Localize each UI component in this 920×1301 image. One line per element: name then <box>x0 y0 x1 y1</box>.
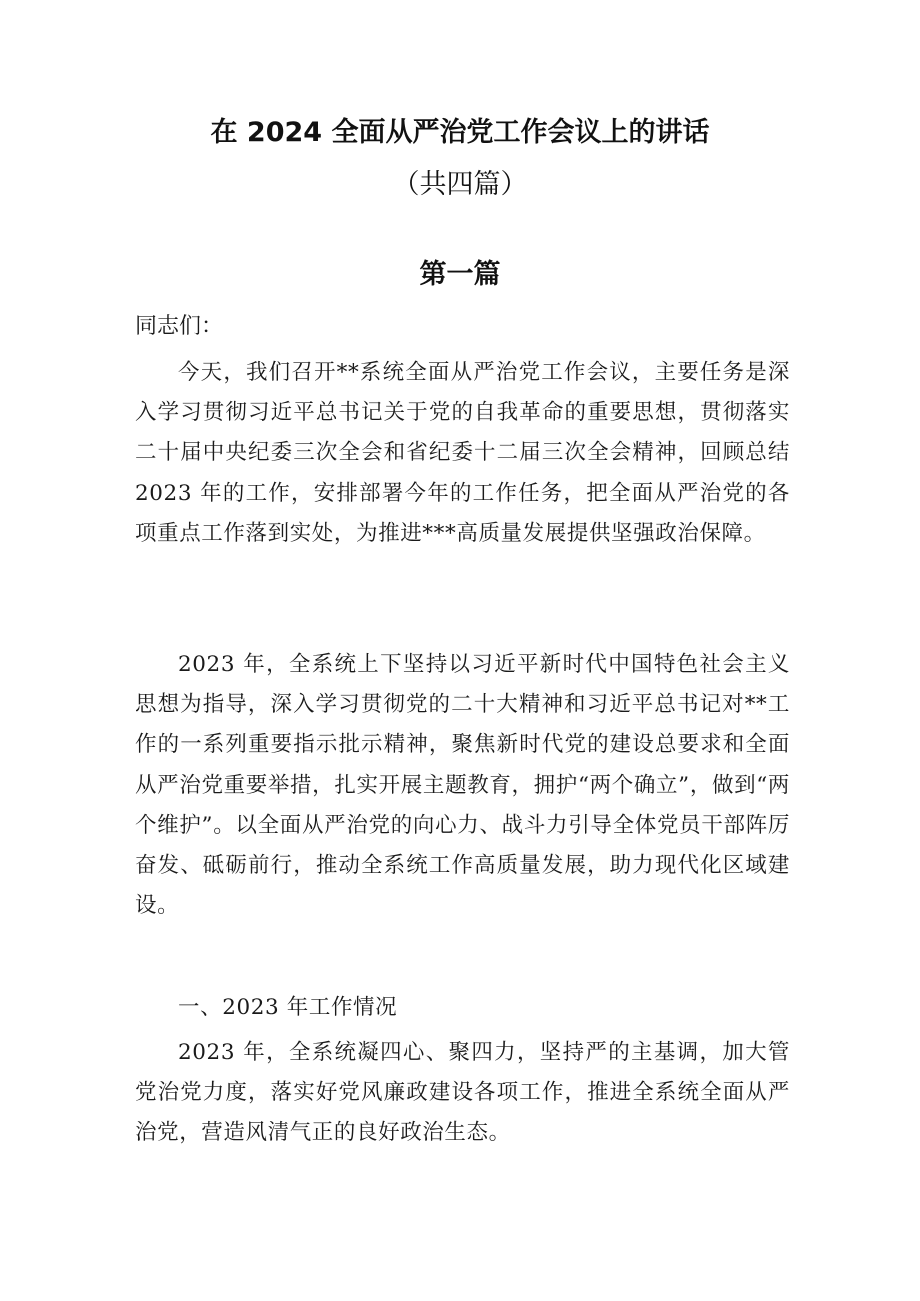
salutation: 同志们： <box>135 314 224 339</box>
paragraph-1: 今天，我们召开**系统全面从严治党工作会议，主要任务是深入学习贯彻习近平总书记关于党的自我革命的重要思想，贯彻落实二十届中央纪委三次全会和省纪委十二届三次全会精神，回顾总结 2023 年的工作，安排部署今年的工作任务，把全面从严治党的各项重点工作落到实处，为推进***高质量发展提供坚强政治保障。 <box>135 360 790 546</box>
section-title: 第一篇 <box>419 259 501 290</box>
paragraph-3: 2023 年，全系统凝四心、聚四力，坚持严的主基调，加大管党治党力度，落实好党风廉政建设各项工作，推进全系统全面从严治党，营造风清气正的良好政治生态。 <box>135 1040 790 1146</box>
document-subtitle: （共四篇） <box>392 169 528 200</box>
document-title: 在 2024 全面从严治党工作会议上的讲话 <box>210 117 710 148</box>
paragraph-2: 2023 年，全系统上下坚持以习近平新时代中国特色社会主义思想为指导，深入学习贯彻党的二十大精神和习近平总书记对**工作的一系列重要指示批示精神，聚焦新时代党的建设总要求和全面从严治党重要举措，扎实开展主题教育，拥护“两个确立”，做到“两个维护”。以全面从严治党的向心力、战斗力引导全体党员干部阵厉奋发、砥砺前行，推动全系统工作高质量发展，助力现代化区域建设。 <box>135 652 790 919</box>
section-heading-1: 一、2023 年工作情况 <box>178 995 398 1020</box>
